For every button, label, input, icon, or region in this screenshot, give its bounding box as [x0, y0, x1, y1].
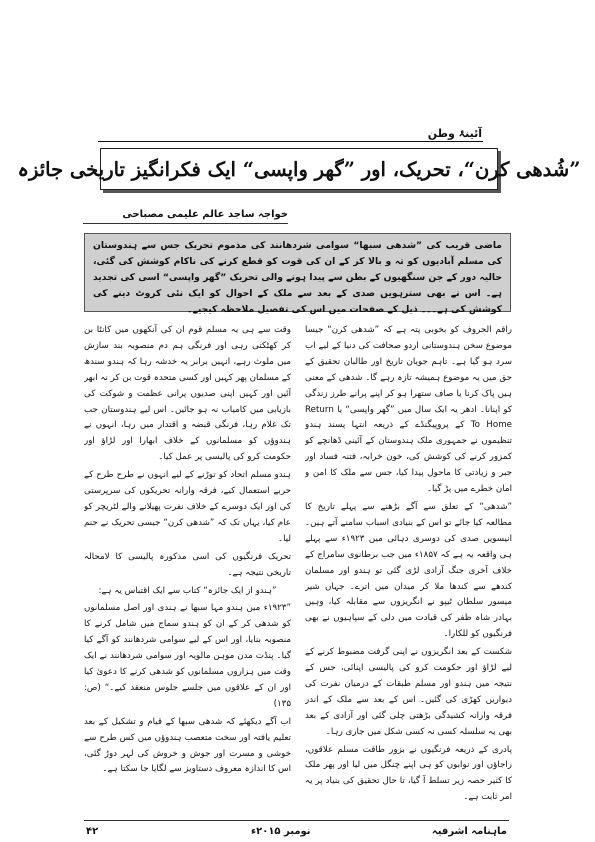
- paragraph: پادری کے ذریعہ فرنگیوں نے بزور طاقت مسلم علاقوں، راجاؤں اور نوابوں کو ہی اپنے چنگل میں لیا اور پھر ملک کا کثیر حصہ زیر تسلط آ گیا، تا حال تحقیق کی بنیاد پر یہ امر ثابت ہے۔: [305, 744, 512, 803]
- byline-rule: [83, 223, 288, 224]
- article-column-right: [305, 323, 512, 805]
- paragraph: ہندو مسلم اتحاد کو توڑنے کے لیے انہوں نے طرح طرح کے حربے استعمال کیے، فرقہ وارانہ تحریکوں کی سرپرستی کی اور ایک دوسرے کے خلاف نفرت پھیلانے والے لٹریچر کو عام کیا، یہاں تک کہ ”شدھی کرن“ جیسی تحریک نے جنم لیا۔: [84, 470, 291, 544]
- section-label: آئینۂ وطن: [427, 127, 482, 140]
- publication-name: ماہنامہ اشرفیہ: [431, 826, 507, 837]
- article-column-left: [84, 323, 291, 805]
- issue-date: نومبر ۲۰۱۵ء: [251, 826, 311, 837]
- article-title: ”شُدھی کرن“، تحریک، اور ”گھر واپسی“ ایک فکرانگیز تاریخی جائزہ: [17, 157, 581, 181]
- intro-box: [84, 233, 511, 315]
- title-box: [17, 148, 581, 190]
- paragraph: شکست کے بعد انگریزوں نے اپنی گرفت مضبوط کرنے کے لیے لڑاؤ اور حکومت کرو کی پالیسی اپنائی، جس کے نتیجہ میں ہندو اور مسلم طبقات کے درمیان نفرت کی دیواریں کھڑی کی گئیں۔ اس کے بعد سے ملک کے اندر فرقہ وارانہ کشیدگی بڑھتی چلی گئی اور آزادی کے بعد بھی یہ سلسلہ کسی نہ کسی شکل میں جاری رہا۔: [305, 647, 512, 737]
- intro-text: ماضی قریب کی ”شدھی سبھا“ سوامی شردھانند کی مذموم تحریک جس سے ہندوستان کی مسلم آبادیوں کو تہ و بالا کر کے ان کی قوت کو قطع کرنے کی ناکام کوشش کی گئی، حالیہ دور کے جن سنگھیوں کے بطن سے پیدا ہونے والی تحریک ”گھر واپسی“ اسی کی تجدید ہے۔ اس نے بھی سترہویں صدی کے بعد سے ملک کے احوال کو ایک نئی کروٹ دینے کی کوشش کی ہے۔۔۔ ذیل کے صفحات میں اس کی تفصیل ملاحظہ کیجیے۔: [93, 240, 502, 315]
- footer-rule: [84, 820, 509, 821]
- paragraph: اب آگے دیکھئے کہ شدھی سبھا کے قیام و تشکیل کے بعد تعلیم یافتہ اور سخت متعصب ہندوؤں میں کس طرح سے خوشی و مسرت اور جوش و خروش کی لہر دوڑ گئی، اس کا اندازہ معروف دستاویز سے لگایا جا سکتا ہے۔: [84, 716, 291, 775]
- quote-paragraph: ”۱۹۲۳ء میں ہندو مہا سبھا نے ہندی اور اصل مسلمانوں کو شدھی کر کے ان کو ہندو سماج میں شامل کرنے کا منصوبہ بنایا، اور اس کے لیے سوامی شردھانند کو آگے کیا گیا۔ پنڈت مدن موہن مالویہ اور سوامی شردھانند نے ایک وقت میں ہزاروں مسلمانوں کو شدھی کرنے کا دعویٰ کیا اور ان کے علاقوں میں جلسے جلوس منعقد کیے۔“ (ص: ۱۳۵): [84, 603, 291, 709]
- paragraph: تحریک فرنگیوں کی اسی مذکورہ پالیسی کا لامحالہ تاریخی نتیجہ ہے۔: [84, 551, 291, 578]
- paragraph: ”شدھی“ کے تعلق سے آگے بڑھنے سے پہلے تاریخ کا مطالعہ کیا جائے تو اس کے بنیادی اسباب سامنے آتے ہیں۔ انیسویں صدی کی دوسری دہائی میں ۱۹۲۳ء سے پہلے ہی واقعہ یہ ہے کہ ۱۸۵۷ء میں جب برطانوی سامراج کے خلاف آخری جنگ آزادی لڑی گئی تو ہندو اور مسلمان کندھے سے کندھا ملا کر میدان میں اترے۔ جہاں شیر میسور سلطان ٹیپو نے انگریزوں سے مقابلہ کیا، وہیں بہادر شاہ ظفر کی قیادت میں دلی کے سپاہیوں نے بھی فرنگیوں کو للکارا۔: [305, 501, 512, 640]
- paragraph: وقت سے ہی یہ مسلم قوم ان کی آنکھوں میں کانٹا بن کر کھٹکتی رہی اور فرنگی ہم دم منصوبہ بند سازش میں ملوث رہے، انہیں برابر یہ خدشہ رہا کہ ہندو سندھ کے مسلمان پھر کہیں اور کسی متحدہ قوت بن کر نہ ابھر آئیں اور کہیں اپنی صدیوں پرانی عظمت و شوکت کی بازیابی میں کامیاب نہ ہو جائیں۔ اس لیے ہندوستان جب تک غلام رہا، فرنگی قبضہ و اقتدار میں رہا، انہوں نے ہندوؤں کو مسلمانوں کے خلاف ابھارا اور لڑاؤ اور حکومت کرو کی پالیسی پر عمل کیا۔: [84, 325, 291, 463]
- header-rule: [98, 141, 483, 142]
- quote-intro: ”ہندو از ایک جائزہ“ کتاب سے ایک اقتباس یہ ہے:: [98, 585, 277, 596]
- page-number: ۴۲: [86, 826, 99, 837]
- author-byline: خواجہ ساجد عالم علیمی مصباحی: [122, 209, 288, 220]
- paragraph: راقم الحروف کو بخوبی پتہ ہے کہ ”شدھی کرن“ جیسا موضوع سخن ہندوستانی اردو صحافت کی دنیا کے لیے اب سرد ہو گیا ہے۔ تاہم جویان تاریخ اور طالبان تحقیق کے حق میں یہ موضوع ہمیشہ تازہ رہے گا۔ شدھی کے معنی ہیں پاک کرنا یا صاف ستھرا ہو کر اپنے پرانے طرز زندگی کو اپنانا۔ ادھر یہ ایک سال میں ”گھر واپسی“ یا Return To Home کے پروپیگنڈے کے ذریعہ انتہا پسند ہندو تنظیموں نے جمہوری ملک ہندوستان کے آئینی ڈھانچے کو کمزور کرنے کی کوشش کی، خون خرابہ، فتنہ فساد اور جبر و زیادتی کا ماحول پیدا کیا، جس سے ملک کا امن و امان خطرے میں پڑ گیا۔: [305, 325, 512, 495]
